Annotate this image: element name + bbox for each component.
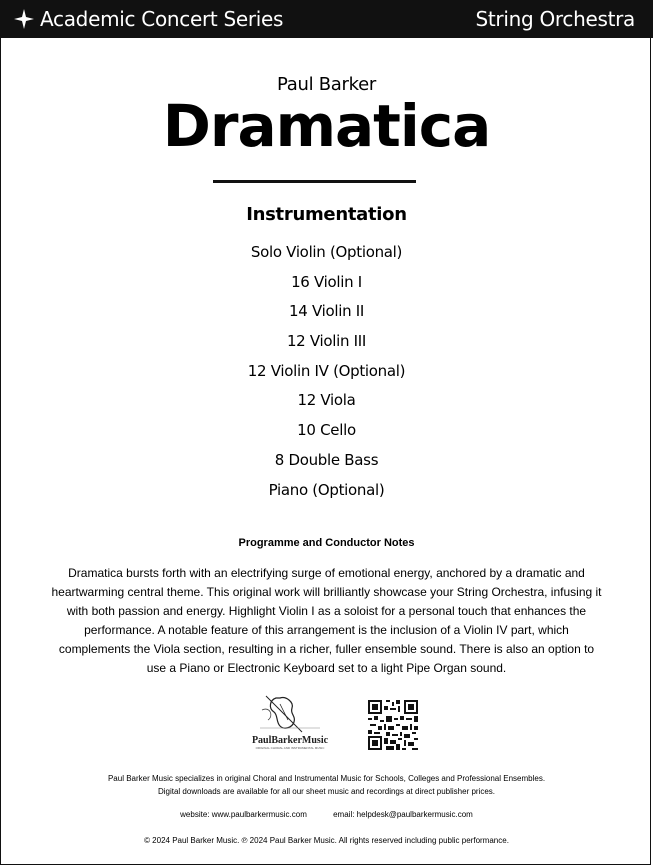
email-link[interactable]: email: helpdesk@paulbarkermusic.com (333, 810, 473, 819)
instrument-item: Solo Violin (Optional) (250, 243, 403, 261)
ensemble-label: String Orchestra (475, 7, 635, 31)
instrument-item: 12 Violin III (286, 332, 367, 351)
piece-title: Dramatica (162, 92, 491, 160)
instrumentation-heading: Instrumentation (246, 204, 407, 225)
copyright-notice: © 2024 Paul Barker Music. ℗ 2024 Paul Barker Music. All rights reserved including public performance. (144, 836, 509, 845)
publisher-logo (240, 692, 340, 750)
instrument-item: 12 Violin IV (Optional) (247, 361, 406, 380)
publisher-line-1: Paul Barker Music specializes in original Choral and Instrumental Music for Schools, Colleges and Professional Ensembles. (107, 774, 546, 783)
instrument-item: 14 Violin II (289, 302, 364, 321)
instrument-item: 10 Cello (297, 421, 356, 440)
star-icon (14, 9, 34, 29)
series-text: Academic Concert Series (40, 7, 284, 31)
qr-code-icon (368, 700, 418, 750)
instrument-item: 8 Double Bass (274, 450, 379, 469)
publisher-line-2: Digital downloads are available for all our sheet music and recordings at direct publisher prices. (157, 787, 496, 796)
logo-tagline: ORIGINAL CHORAL AND INSTRUMENTAL MUSIC (255, 746, 325, 750)
composer-name: Paul Barker (277, 74, 376, 95)
instrument-item: 12 Viola (297, 391, 356, 410)
instrument-item: 16 Violin I (291, 272, 362, 291)
instrument-item: Piano (Optional) (268, 480, 385, 499)
instrumentation-list (0, 238, 653, 505)
publisher-info (0, 772, 653, 798)
contact-info (0, 810, 653, 819)
logo-name: PaulBarkerMusic (251, 735, 329, 746)
violin-icon (240, 692, 340, 736)
website-link[interactable]: website: www.paulbarkermusic.com (180, 810, 307, 819)
series-label (14, 7, 283, 31)
title-divider (213, 180, 416, 183)
notes-heading: Programme and Conductor Notes (238, 537, 415, 549)
notes-body: Dramatica bursts forth with an electrifying surge of emotional energy, anchored by a dramatic and heartwarming central theme. This original work will brilliantly showcase your String Orchestra, infusing it with both passion and energy. Highlight Violin I as a soloist for a personal touch that enhances the performance. A notable feature of this arrangement is the inclusion of a Violin IV part, which complements the Viola section, resulting in a richer, fuller ensemble sound. There is also an option to use a Piano or Electronic Keyboard set to a light Pipe Organ sound. (51, 566, 602, 675)
header-bar (0, 0, 653, 38)
